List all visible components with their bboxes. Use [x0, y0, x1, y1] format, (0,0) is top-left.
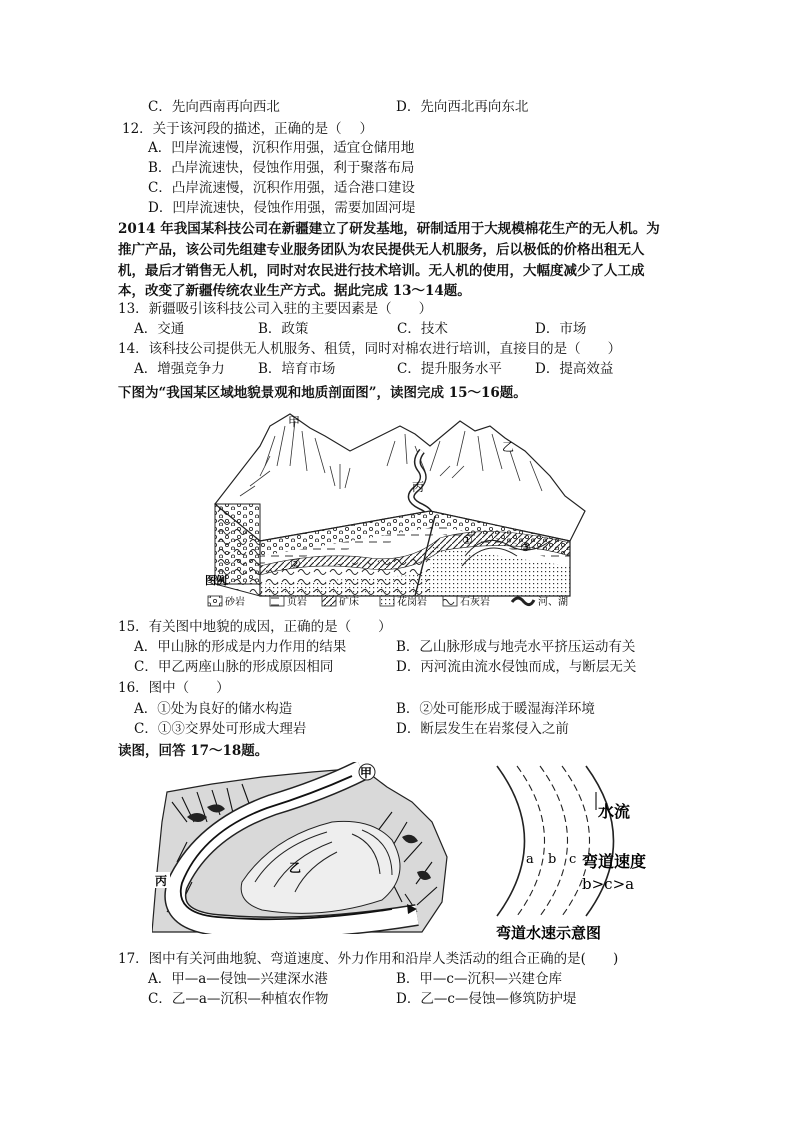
q17-option-c: C．乙—a—沉积—种植农作物	[148, 991, 329, 1007]
q12-option-a: A．凹岸流速慢，沉积作用强，适宜仓储用地	[148, 140, 415, 156]
q16-option-d: D．断层发生在岩浆侵入之前	[396, 721, 569, 737]
passage-line-2: 推广产品，该公司先组建专业服务团队为农民提供无人机服务，后以极低的价格出租无人	[118, 242, 645, 258]
q16-option-c: C．①③交界处可形成大理岩	[134, 721, 307, 737]
q13-stem: 13．新疆吸引该科技公司入驻的主要因素是（ ）	[118, 301, 433, 317]
label-b: b	[548, 852, 557, 867]
q11-option-c: C．先向西南再向西北	[148, 99, 280, 115]
legend-shale: 页岩	[287, 597, 307, 608]
legend-shale-swatch	[270, 596, 284, 606]
legend-river: 河、湖	[538, 597, 568, 608]
legend-title: 图例	[205, 574, 227, 587]
bend-velocity-schematic	[482, 762, 687, 947]
label-jia-2: 甲	[360, 766, 373, 780]
q17-option-d: D．乙—c—侵蚀—修筑防护堤	[396, 991, 577, 1007]
q17-option-b: B．甲—c—沉积—兴建仓库	[396, 971, 562, 987]
speed-relation: b>c>a	[582, 875, 635, 893]
q16-stem: 16．图中（ ）	[118, 680, 230, 696]
q14-option-a: A．增强竞争力	[134, 361, 225, 377]
geology-block-diagram	[200, 406, 595, 616]
legend-sandstone-swatch	[208, 596, 222, 606]
legend-limestone: 石灰岩	[460, 597, 490, 608]
q11-option-d: D．先向西北再向东北	[396, 99, 529, 115]
flow-label: 水流	[598, 802, 631, 821]
q14-option-c: C．提升服务水平	[397, 361, 502, 377]
speed-title: 弯道速度	[582, 852, 647, 871]
intro-17-18: 读图，回答 17～18题。	[118, 743, 269, 759]
legend-limestone-swatch	[443, 596, 457, 606]
label-2: ②	[290, 557, 301, 571]
q13-option-b: B．政策	[258, 321, 309, 337]
q17-stem: 17．图中有关河曲地貌、弯道速度、外力作用和沿岸人类活动的组合正确的是( )	[118, 951, 619, 967]
q13-option-a: A．交通	[134, 321, 185, 337]
q16-option-a: A．①处为良好的储水构造	[134, 701, 293, 717]
legend-ore-swatch	[322, 596, 336, 606]
q15-option-a: A．甲山脉的形成是内力作用的结果	[134, 639, 347, 655]
q14-option-d: D．提高效益	[535, 361, 614, 377]
q12-stem: 12．关于该河段的描述，正确的是（ ）	[122, 121, 373, 137]
label-c: c	[569, 852, 577, 867]
label-yi: 乙	[502, 440, 515, 454]
label-a: a	[526, 852, 534, 867]
q15-option-d: D．丙河流由流水侵蚀而成，与断层无关	[396, 659, 637, 675]
q13-option-c: C．技术	[397, 321, 448, 337]
q14-stem: 14．该科技公司提供无人机服务、租赁，同时对棉农进行培训，直接目的是（ ）	[118, 341, 622, 357]
passage-line-3: 机，最后才销售无人机，同时对农民进行技术培训。无人机的使用，大幅度减少了人工成	[118, 263, 645, 279]
legend-granite: 花岗岩	[397, 597, 427, 608]
legend-river-swatch	[512, 598, 534, 605]
q13-option-d: D．市场	[535, 321, 587, 337]
meander-relief-figure	[152, 762, 452, 934]
q15-option-b: B．乙山脉形成与地壳水平挤压运动有关	[396, 639, 636, 655]
label-bing-2: 丙	[155, 874, 168, 888]
label-yi-2: 乙	[289, 861, 302, 875]
label-bing: 丙	[412, 480, 425, 494]
legend-ore: 矿床	[339, 597, 359, 608]
intro-15-16: 下图为“我国某区域地貌景观和地质剖面图”，读图完成 15～16题。	[118, 385, 527, 401]
label-3: ③	[520, 540, 531, 554]
label-1: ①	[462, 533, 473, 547]
q12-option-d: D．凹岸流速快，侵蚀作用强，需要加固河堤	[148, 200, 416, 216]
q14-option-b: B．培育市场	[258, 361, 336, 377]
passage-line-1: 2014 年我国某科技公司在新疆建立了研发基地，研制适用于大规模棉花生产的无人机。为	[118, 221, 660, 237]
legend	[208, 595, 568, 608]
legend-granite-swatch	[380, 596, 394, 606]
q15-stem: 15．有关图中地貌的成因，正确的是（ ）	[118, 619, 392, 635]
q12-option-b: B．凸岸流速快，侵蚀作用强，利于聚落布局	[148, 160, 415, 176]
legend-sandstone: 砂岩	[225, 597, 245, 608]
label-jia: 甲	[288, 415, 301, 429]
q17-option-a: A．甲—a—侵蚀—兴建深水港	[148, 971, 328, 987]
schematic-caption: 弯道水速示意图	[496, 924, 602, 942]
q16-option-b: B．②处可能形成于暖湿海洋环境	[396, 701, 595, 717]
passage-line-4: 本，改变了新疆传统农业生产方式。据此完成 13～14题。	[118, 283, 471, 299]
q12-option-c: C．凸岸流速慢，沉积作用强，适合港口建设	[148, 180, 415, 196]
q15-option-c: C．甲乙两座山脉的形成原因相同	[134, 659, 334, 675]
